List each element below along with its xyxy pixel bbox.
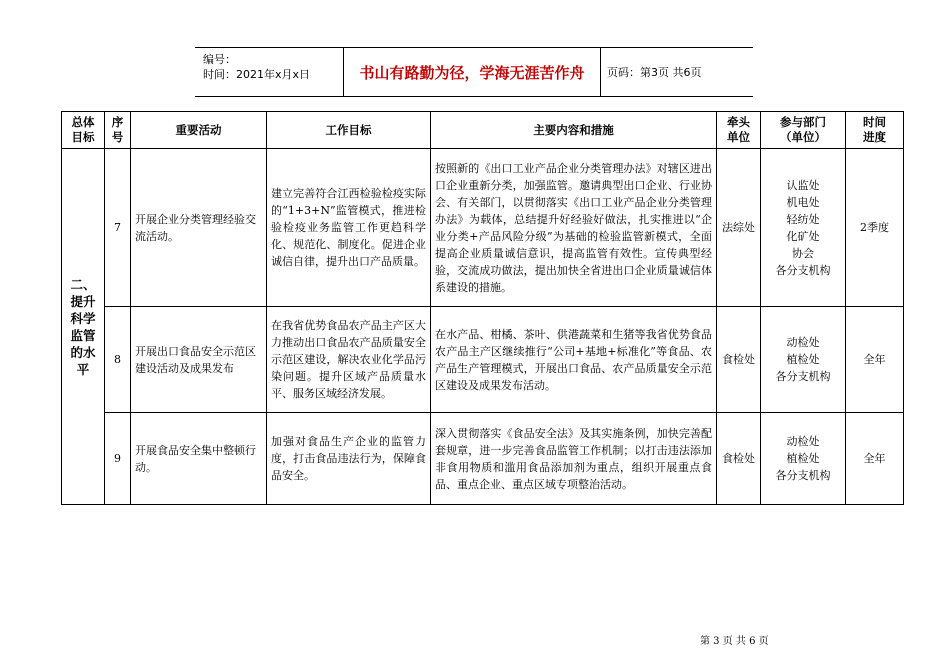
- row-schedule: 全年: [846, 307, 904, 413]
- table-header-row: [62, 112, 904, 149]
- col-schedule: 时间进度: [846, 112, 904, 149]
- header-left: [195, 48, 343, 96]
- partner-item: 轻纺处: [786, 212, 820, 226]
- row-activity: 开展食品安全集中整顿行动。: [131, 413, 267, 505]
- row-lead: 法综处: [717, 149, 761, 307]
- col-measures: 主要内容和措施: [431, 112, 717, 149]
- partner-item: 化矿处: [786, 229, 820, 243]
- code-label: 编号：: [203, 53, 236, 66]
- table-row: [62, 307, 904, 413]
- row-schedule: 全年: [846, 413, 904, 505]
- row-target: 建立完善符合江西检验检疫实际的“1+3+N”监管模式，推进检验检疫业务监管工作更趋科学化、规范化、制度化。促进企业诚信自律，提升出口产品质量。: [267, 149, 431, 307]
- row-measures: 按照新的《出口工业产品企业分类管理办法》对辖区进出口企业重新分类，加强监管。邀请典型出口企业、行业协会、有关部门，以贯彻落实《出口工业产品企业分类管理办法》为载体，总结提升好经验好做法，扎实推进以“企业分类+产品风险分级”为基础的检验监管新模式，全面提高企业质量诚信意识，提高监管有效性。宣传典型经验，交流成功做法，提出加快全省进出口企业质量诚信体系建设的措施。: [431, 149, 717, 307]
- partner-item: 机电处: [786, 195, 820, 209]
- col-lead: 牵头单位: [717, 112, 761, 149]
- partner-item: 协会: [792, 246, 814, 260]
- row-no: 7: [105, 149, 131, 307]
- page-label: 页码：第3页 共6页: [607, 66, 702, 79]
- date-label: 时间：2021年x月x日: [203, 68, 311, 81]
- partner-item: 植检处: [786, 353, 820, 366]
- goal-cell: 二、提升科学监管的水平: [62, 149, 105, 505]
- row-schedule: 2季度: [846, 149, 904, 307]
- partner-item: 动检处: [786, 435, 820, 448]
- row-lead: 食检处: [717, 307, 761, 413]
- partner-item: 各分支机构: [775, 469, 831, 482]
- partner-item: 各分支机构: [775, 263, 831, 277]
- motto: 书山有路勤为径，学海无涯苦作舟: [343, 48, 601, 96]
- activity-table: [61, 111, 904, 505]
- row-activity: 开展出口食品安全示范区建设活动及成果发布: [131, 307, 267, 413]
- row-partners: [761, 413, 846, 505]
- col-target: 工作目标: [267, 112, 431, 149]
- page-header: [195, 47, 753, 97]
- row-lead: 食检处: [717, 413, 761, 505]
- row-activity: 开展企业分类管理经验交流活动。: [131, 149, 267, 307]
- partner-item: 认监处: [786, 178, 820, 192]
- row-measures: 在水产品、柑橘、茶叶、供港蔬菜和生猪等我省优势食品农产品主产区继续推行“公司+基地+标准化”等食品、农产品生产管理模式，开展出口食品、农产品质量安全示范区建设及成果发布活动。: [431, 307, 717, 413]
- partner-item: 植检处: [786, 452, 820, 465]
- table-row: [62, 413, 904, 505]
- row-measures: 深入贯彻落实《食品安全法》及其实施条例，加快完善配套规章，进一步完善食品监管工作机制；以打击违法添加非食用物质和滥用食品添加剂为重点，组织开展重点食品、重点企业、重点区域专项整治活动。: [431, 413, 717, 505]
- table-row: [62, 149, 904, 307]
- page-footer: 第 3 页 共 6 页: [700, 636, 769, 647]
- partner-item: 各分支机构: [775, 370, 831, 383]
- col-no: 序号: [105, 112, 131, 149]
- col-activity: 重要活动: [131, 112, 267, 149]
- row-no: 8: [105, 307, 131, 413]
- partner-item: 动检处: [786, 336, 820, 349]
- row-partners: [761, 149, 846, 307]
- row-no: 9: [105, 413, 131, 505]
- row-partners: [761, 307, 846, 413]
- col-partners: 参与部门（单位）: [761, 112, 846, 149]
- row-target: 加强对食品生产企业的监管力度，打击食品违法行为，保障食品安全。: [267, 413, 431, 505]
- col-goal: 总体目标: [62, 112, 105, 149]
- row-target: 在我省优势食品农产品主产区大力推动出口食品农产品质量安全示范区建设，解决农业化学品污染问题。提升区域产品质量水平、服务区域经济发展。: [267, 307, 431, 413]
